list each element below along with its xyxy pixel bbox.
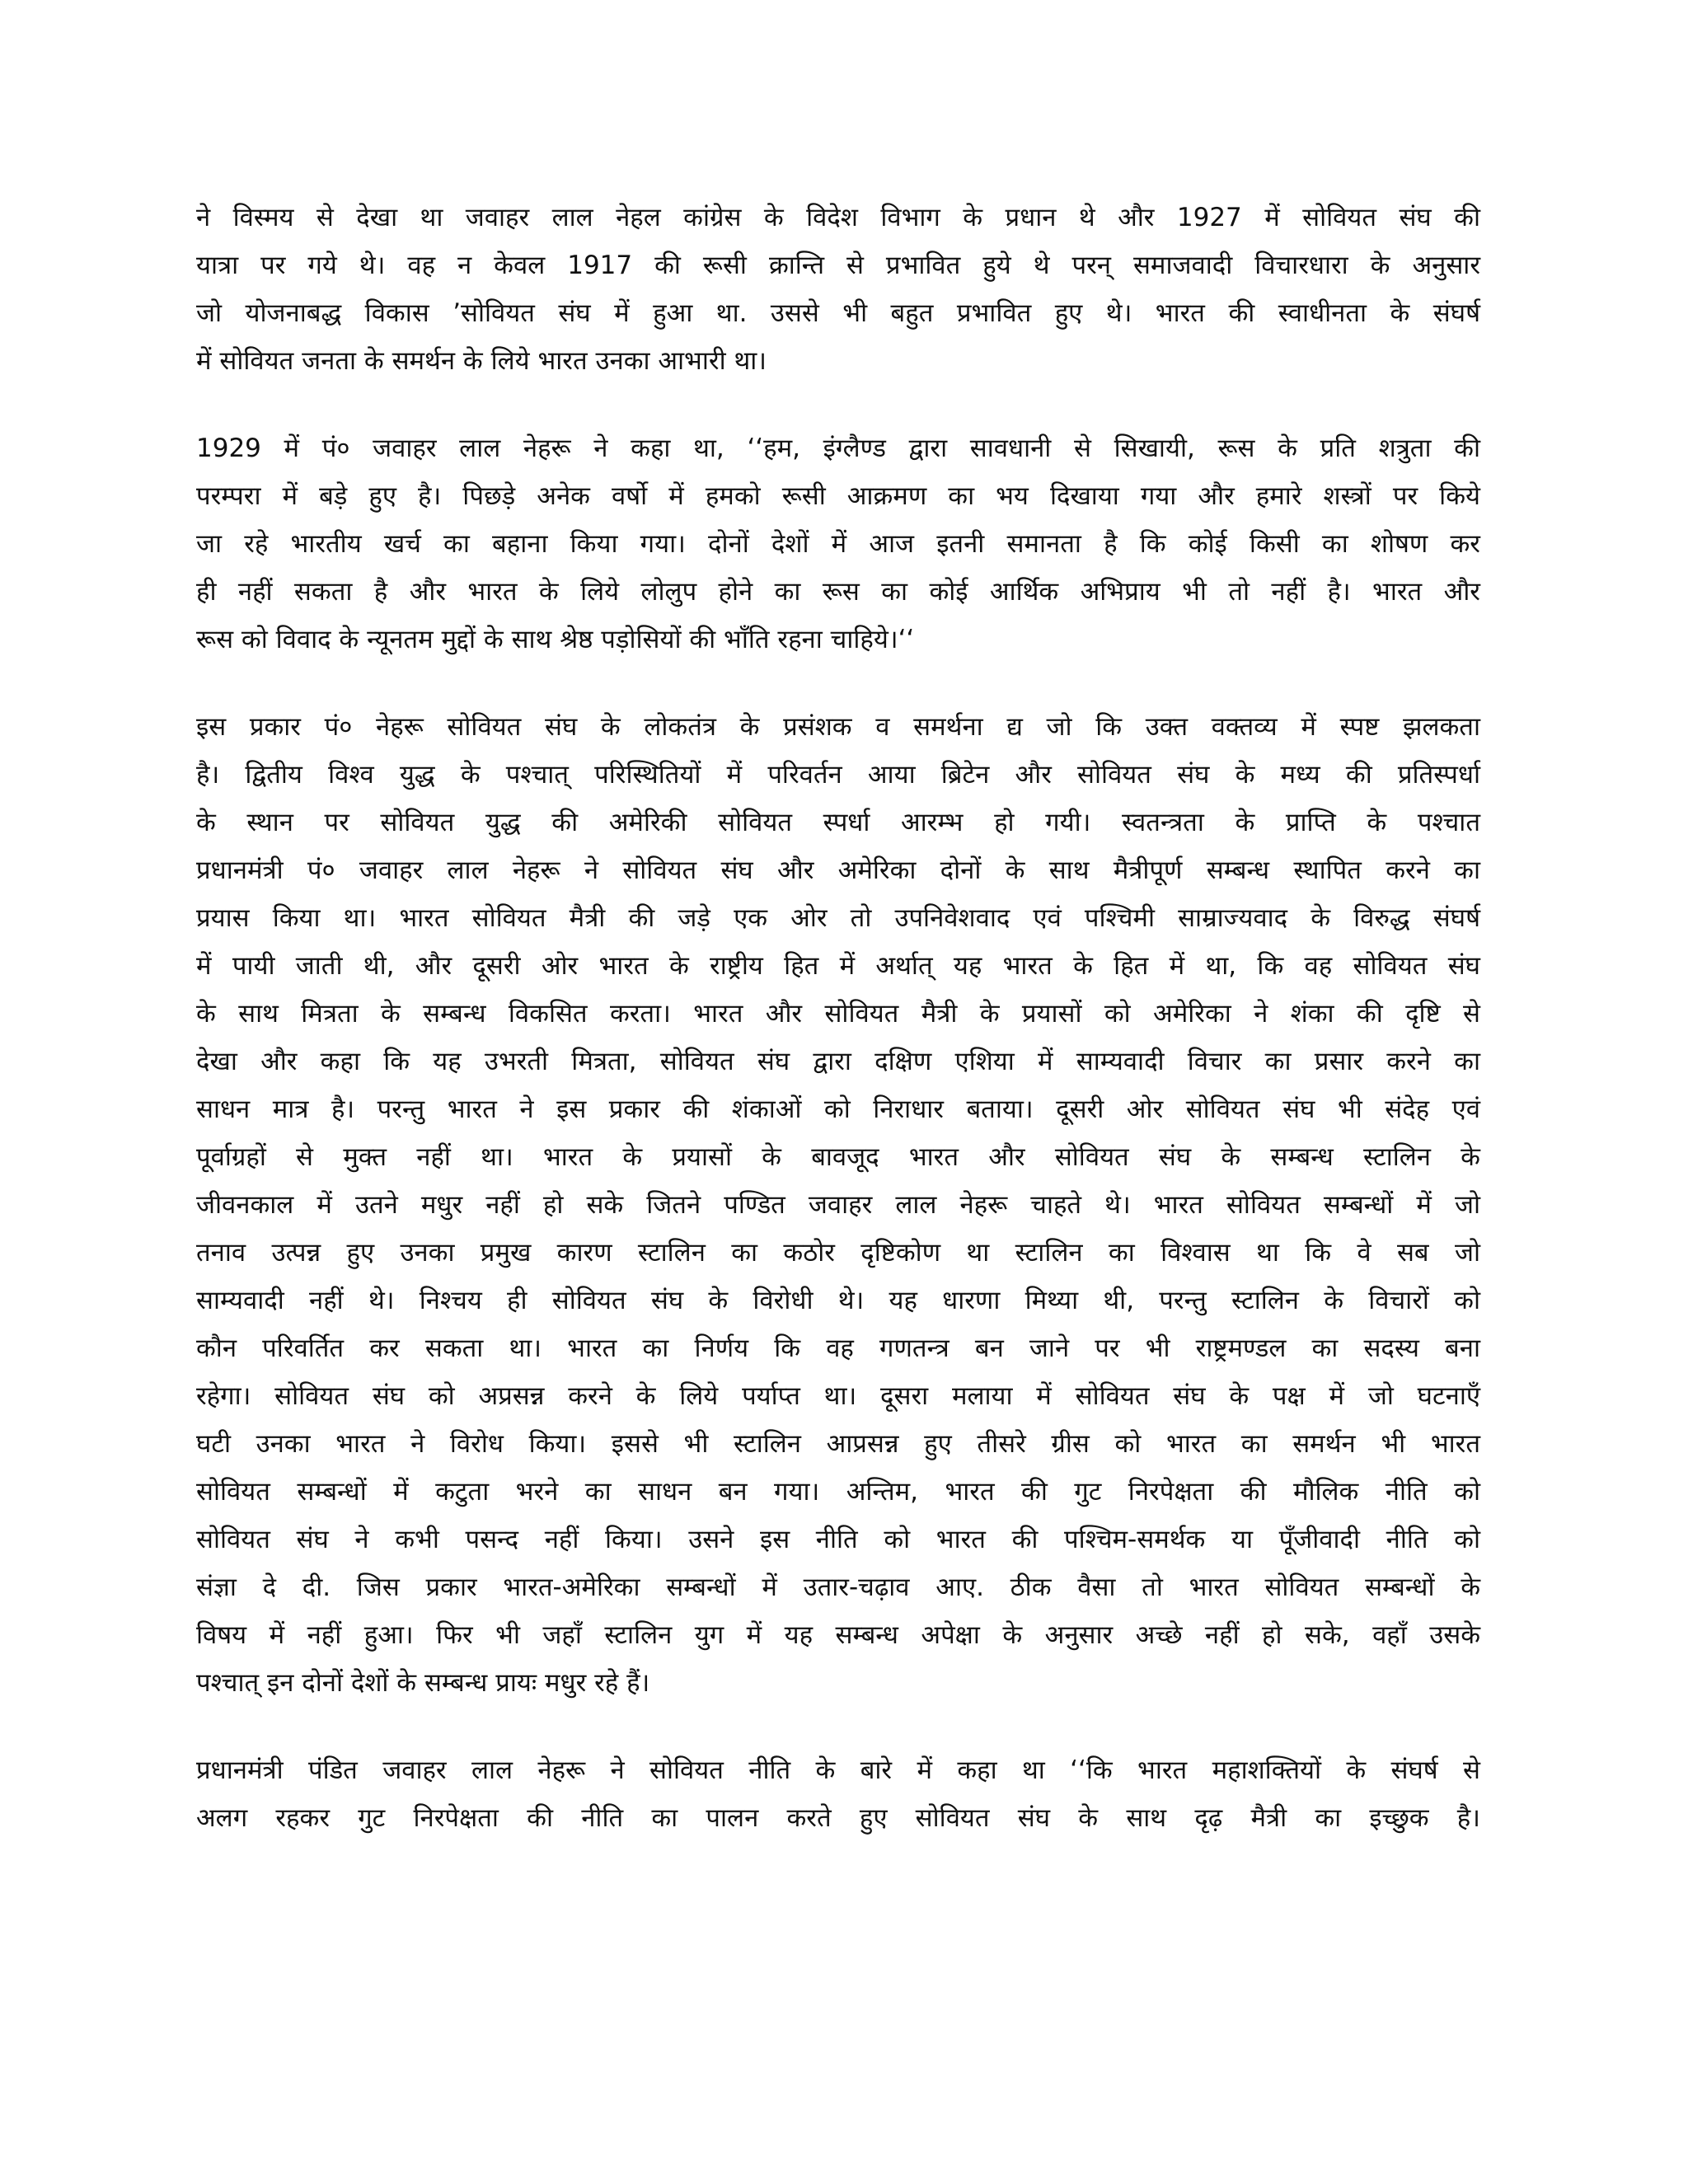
text-line: रूस को विवाद के न्यूनतम मुद्दों के साथ श्रेष्ठ पड़ोसियों की भाँति रहना चाहिये।‘‘ — [196, 625, 915, 654]
text-line: प्रधानमंत्री पंडित जवाहर लाल नेहरू ने सोवियत नीति के बारे में कहा था ‘‘कि भारत महाशक्तियों के संघर्ष से — [196, 1755, 1480, 1785]
text-line: इस प्रकार पं० नेहरू सोवियत संघ के लोकतंत्र के प्रसंशक व समर्थना द्य जो कि उक्त वक्तव्य में स्पष्ट झलकता — [196, 712, 1480, 742]
text-line: कौन परिवर्तित कर सकता था। भारत का निर्णय कि वह गणतन्त्र बन जाने पर भी राष्ट्रमण्डल का सदस्य बना — [196, 1333, 1480, 1363]
text-line: के स्थान पर सोवियत युद्ध की अमेरिकी सोवियत स्पर्धा आरम्भ हो गयी। स्वतन्त्रता के प्राप्ति के पश्चात — [196, 808, 1480, 837]
text-line: प्रयास किया था। भारत सोवियत मैत्री की जड़े एक ओर तो उपनिवेशवाद एवं पश्चिमी साम्राज्यवाद के विरुद्ध संघर्ष — [196, 903, 1480, 933]
paragraph-3 — [196, 703, 1480, 1707]
paragraph-gap — [196, 1707, 1480, 1746]
text-line: घटी उनका भारत ने विरोध किया। इससे भी स्टालिन आप्रसन्न हुए तीसरे ग्रीस को भारत का समर्थन भी भारत — [196, 1429, 1480, 1459]
text-line: 1929 में पं० जवाहर लाल नेहरू ने कहा था, ‘‘हम, इंग्लैण्ड द्वारा सावधानी से सिखायी, रूस के प्रति शत्रुता की — [196, 434, 1480, 463]
text-line: है। द्वितीय विश्व युद्ध के पश्चात् परिस्थितियों में परिवर्तन आया ब्रिटेन और सोवियत संघ के मध्य की प्रतिस्पर्धा — [196, 760, 1480, 790]
text-line: देखा और कहा कि यह उभरती मित्रता, सोवियत संघ द्वारा दक्षिण एशिया में साम्यवादी विचार का प्रसार करने का — [196, 1047, 1480, 1076]
text-line: साम्यवादी नहीं थे। निश्चय ही सोवियत संघ के विरोधी थे। यह धारणा मिथ्या थी, परन्तु स्टालिन के विचारों को — [196, 1286, 1480, 1315]
text-line: सोवियत संघ ने कभी पसन्द नहीं किया। उसने इस नीति को भारत की पश्चिम-समर्थक या पूँजीवादी नीति को — [196, 1525, 1480, 1554]
text-line: साधन मात्र है। परन्तु भारत ने इस प्रकार की शंकाओं को निराधार बताया। दूसरी ओर सोवियत संघ भी संदेह एवं — [196, 1094, 1480, 1124]
text-line: यात्रा पर गये थे। वह न केवल 1917 की रूसी क्रान्ति से प्रभावित हुये थे परन् समाजवादी विचारधारा के अनुसार — [196, 251, 1480, 280]
text-line: विषय में नहीं हुआ। फिर भी जहाँ स्टालिन युग में यह सम्बन्ध अपेक्षा के अनुसार अच्छे नहीं हो सके, वहाँ उसके — [196, 1620, 1480, 1650]
text-line: जो योजनाबद्ध विकास ’सोवियत संघ में हुआ था. उससे भी बहुत प्रभावित हुए थे। भारत की स्वाधीनता के संघर्ष — [196, 298, 1480, 328]
text-line: प्रधानमंत्री पं० जवाहर लाल नेहरू ने सोवियत संघ और अमेरिका दोनों के साथ मैत्रीपूर्ण सम्बन्ध स्थापित करने का — [196, 855, 1480, 885]
text-line: जा रहे भारतीय खर्च का बहाना किया गया। दोनों देशों में आज इतनी समानता है कि कोई किसी का शोषण कर — [196, 529, 1480, 559]
text-line: जीवनकाल में उतने मधुर नहीं हो सके जितने पण्डित जवाहर लाल नेहरू चाहते थे। भारत सोवियत सम्बन्धों में जो — [196, 1190, 1480, 1220]
text-line: अलग रहकर गुट निरपेक्षता की नीति का पालन करते हुए सोवियत संघ के साथ दृढ़ मैत्री का इच्छुक है। — [196, 1803, 1480, 1833]
text-line: ने विस्मय से देखा था जवाहर लाल नेहल कांग्रेस के विदेश विभाग के प्रधान थे और 1927 में सोवियत संघ की — [196, 203, 1480, 232]
paragraph-1 — [196, 194, 1480, 385]
text-line: के साथ मित्रता के सम्बन्ध विकसित करता। भारत और सोवियत मैत्री के प्रयासों को अमेरिका ने शंका की दृष्टि से — [196, 999, 1480, 1029]
text-line: संज्ञा दे दी. जिस प्रकार भारत-अमेरिका सम्बन्धों में उतार-चढ़ाव आए. ठीक वैसा तो भारत सोवियत सम्बन्धों के — [196, 1572, 1480, 1602]
text-line: पूर्वाग्रहों से मुक्त नहीं था। भारत के प्रयासों के बावजूद भारत और सोवियत संघ के सम्बन्ध स्टालिन के — [196, 1142, 1480, 1172]
text-line: तनाव उत्पन्न हुए उनका प्रमुख कारण स्टालिन का कठोर दृष्टिकोण था स्टालिन का विश्वास था कि वे सब जो — [196, 1238, 1480, 1268]
text-line: सोवियत सम्बन्धों में कटुता भरने का साधन बन गया। अन्तिम, भारत की गुट निरपेक्षता की मौलिक नीति को — [196, 1477, 1480, 1507]
text-line: परम्परा में बड़े हुए है। पिछड़े अनेक वर्षो में हमको रूसी आक्रमण का भय दिखाया गया और हमारे शस्त्रों पर किये — [196, 481, 1480, 511]
text-line: में पायी जाती थी, और दूसरी ओर भारत के राष्ट्रीय हित में अर्थात् यह भारत के हित में था, कि वह सोवियत संघ — [196, 951, 1480, 981]
text-line: पश्चात् इन दोनों देशों के सम्बन्ध प्रायः मधुर रहे हैं। — [196, 1668, 650, 1698]
text-line: में सोवियत जनता के समर्थन के लिये भारत उनका आभारी था। — [196, 346, 767, 376]
text-line: ही नहीं सकता है और भारत के लिये लोलुप होने का रूस का कोई आर्थिक अभिप्राय भी तो नहीं है। भारत और — [196, 577, 1480, 607]
paragraph-gap — [196, 663, 1480, 703]
text-line: रहेगा। सोवियत संघ को अप्रसन्न करने के लिये पर्याप्त था। दूसरा मलाया में सोवियत संघ के पक्ष में जो घटनाएँ — [196, 1381, 1480, 1411]
paragraph-4 — [196, 1746, 1480, 1842]
document-page — [196, 194, 1480, 1842]
paragraph-gap — [196, 385, 1480, 424]
paragraph-2 — [196, 424, 1480, 663]
